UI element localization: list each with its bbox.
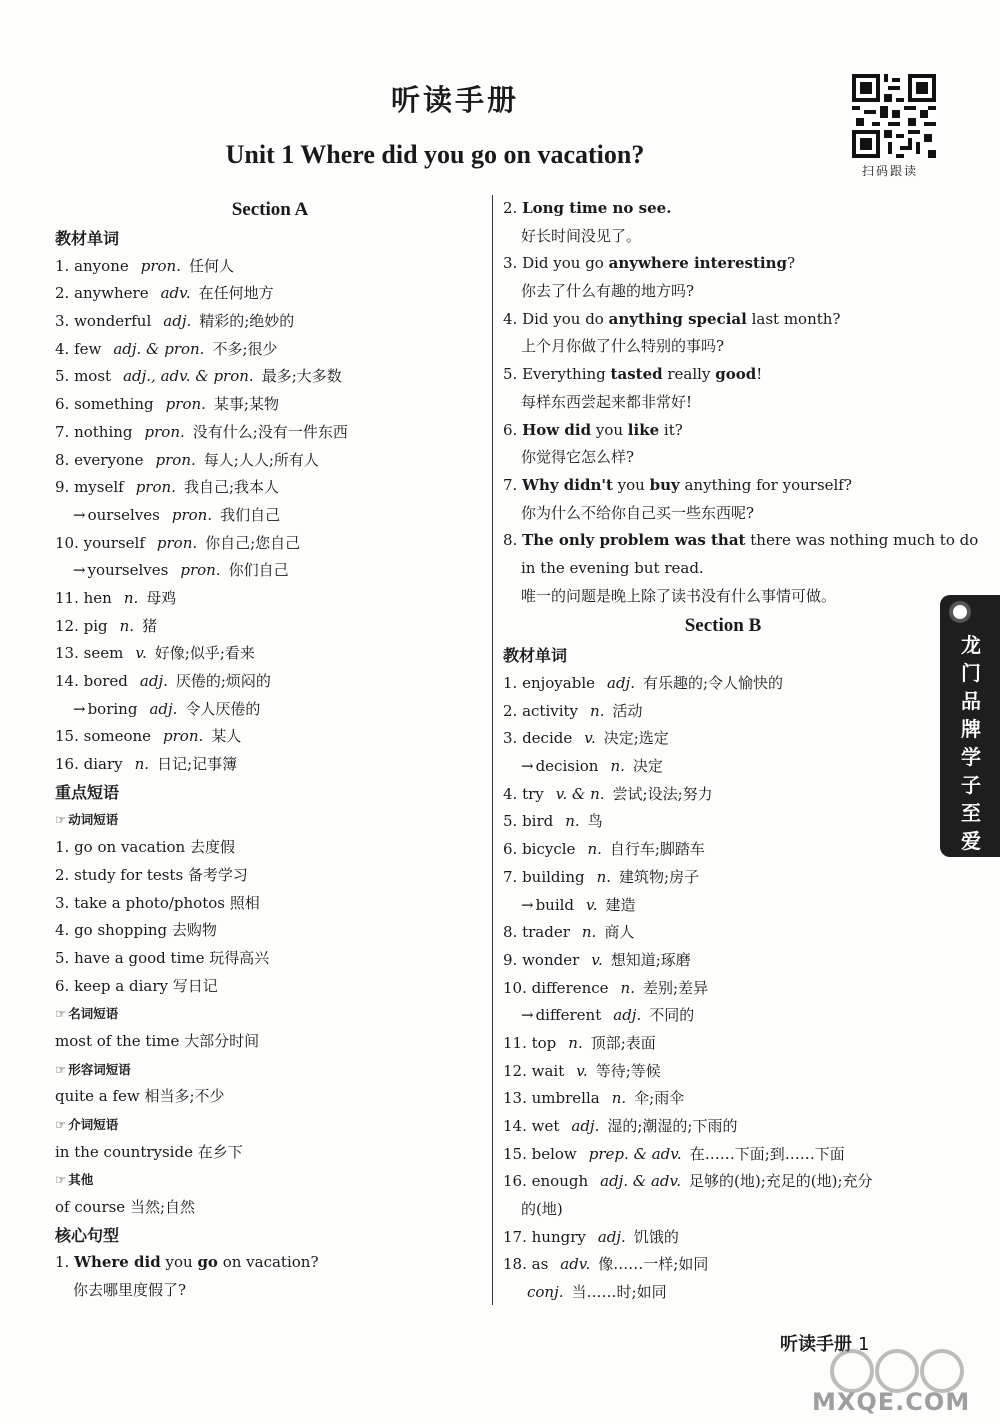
sentence-en: 2. Long time no see. [503, 199, 672, 217]
definition: 有乐趣的;令人愉快的 [642, 674, 784, 692]
vocab-item [55, 336, 485, 364]
part-of-speech: n. [568, 1033, 583, 1052]
verb-phrases-heading: ☞ 动词短语 [55, 812, 119, 828]
vocab-word: 14. wet [503, 1117, 560, 1135]
vocab-item [503, 753, 943, 781]
vocab-item [55, 751, 485, 779]
vocab-item [503, 1224, 943, 1252]
vocab-item [503, 836, 943, 864]
vocab-word: 10. difference [503, 978, 609, 997]
vocab-item [55, 474, 485, 502]
definition: 没有什么;没有一件东西 [192, 422, 348, 441]
vocab-word: 11. hen [55, 588, 112, 607]
section-b-title: Section B [684, 615, 762, 637]
part-of-speech: v. & n. [555, 784, 605, 803]
vocab-word: build [535, 895, 575, 914]
vocab-item [503, 975, 943, 1003]
definition: 商人 [604, 923, 635, 942]
vocab-word: yourselves [87, 561, 169, 580]
definition: 不多;很少 [212, 339, 278, 358]
vocab-word: 6. something [55, 395, 154, 414]
adj-phrase: quite a few 相当多;不少 [55, 1087, 225, 1106]
part-of-speech: adj. [613, 1006, 642, 1025]
part-of-speech: n. [119, 616, 135, 635]
vocab-item [55, 419, 485, 447]
sentence-en: 6. How did you like it? [503, 420, 683, 439]
vocab-word: 13. seem [55, 644, 124, 663]
sentence-en: 5. Everything tasted really good! [503, 365, 763, 384]
part-of-speech: v. [584, 729, 596, 748]
vocab-item [55, 613, 485, 641]
vocab-word: 17. hungry [503, 1227, 586, 1246]
vocab-item [55, 557, 485, 585]
circle-icon [949, 601, 971, 623]
vocab-heading-b: 教材单词 [503, 646, 568, 666]
vocab-word: 3. decide [503, 729, 573, 748]
vocab-item [55, 280, 485, 308]
part-of-speech: pron. [140, 256, 181, 275]
vocab-item [55, 530, 485, 558]
unit-title: Unit 1 Where did you go on vacation? [225, 140, 645, 169]
vocab-word: 15. someone [55, 727, 152, 746]
vocab-item [503, 781, 943, 809]
part-of-speech: adj. [607, 674, 635, 692]
part-of-speech: pron. [163, 727, 204, 746]
vocab-item [503, 892, 943, 920]
vocab-item [503, 947, 943, 975]
sentence-en: 3. Did you go anywhere interesting? [503, 254, 796, 273]
definition: 饥饿的 [633, 1227, 679, 1246]
sentence-cn: 每样东西尝起来都非常好! [521, 392, 693, 411]
phrase-item: 6. keep a diary 写日记 [55, 976, 218, 995]
vocab-word: 1. anyone [55, 256, 129, 275]
vocab-item [55, 308, 485, 336]
vocab-list-a [55, 253, 485, 779]
definition: 决定 [632, 757, 663, 776]
definition: 在……下面;到……下面 [689, 1144, 845, 1163]
hand-mark-icon: ☞ [55, 1061, 67, 1077]
vocab-item [503, 725, 943, 753]
left-column [55, 195, 485, 1305]
arrow-icon: → [521, 895, 534, 914]
sentence-cn: 你去了什么有趣的地方吗? [521, 282, 695, 301]
definition: 足够的(地);充足的(地);充分 [688, 1172, 873, 1191]
sentence-cn: 你觉得它怎么样? [521, 448, 635, 467]
sentence-cn: 好长时间没见了。 [521, 226, 642, 245]
vocab-item [503, 864, 943, 892]
vocab-word: 18. as [503, 1255, 549, 1274]
part-of-speech: n. [611, 1089, 627, 1108]
vocab-word: decision [535, 757, 599, 776]
vocab-item [503, 698, 943, 726]
part-of-speech: pron. [171, 505, 213, 524]
sentence-1-cn: 你去哪里度假了? [73, 1281, 187, 1300]
phrases-heading: 重点短语 [55, 782, 120, 802]
arrow-icon: → [73, 561, 86, 580]
phrase-item: 3. take a photo/photos 照相 [55, 893, 260, 912]
vocab-word: 9. wonder [503, 950, 580, 969]
side-tab [940, 595, 1000, 857]
vocab-item [55, 253, 485, 281]
vocab-word: 4. try [503, 784, 544, 803]
vocab-word: 8. everyone [55, 450, 144, 469]
page-title: 听读手册 [390, 83, 519, 117]
part-of-speech: adv. [160, 284, 191, 303]
part-of-speech: n. [620, 978, 635, 997]
part-of-speech: adj. [149, 699, 178, 718]
hand-mark-icon: ☞ [55, 1006, 67, 1022]
sentence-list [503, 195, 943, 527]
vocab-word: 6. bicycle [503, 840, 576, 859]
vocab-item [503, 919, 943, 947]
arrow-icon: → [73, 505, 86, 524]
vocab-word: 14. bored [55, 672, 128, 690]
vocab-item [503, 1002, 943, 1030]
definition: 我们自己 [220, 505, 281, 524]
prep-phrases-heading: ☞ 介词短语 [55, 1117, 119, 1132]
hand-mark-icon: ☞ [55, 1117, 67, 1132]
vocab-word: 3. wonderful [55, 312, 152, 331]
definition: 某事;某物 [213, 395, 279, 414]
vocab-word: 2. activity [503, 701, 579, 720]
part-of-speech: n. [587, 840, 602, 859]
vocab-word: 4. few [55, 339, 102, 358]
sentence-en: 7. Why didn't you buy anything for yourself? [503, 475, 852, 494]
definition: 湿的;潮湿的;下雨的 [607, 1117, 738, 1135]
definition: 想知道;琢磨 [610, 950, 691, 969]
vocab-word: 16. enough [503, 1172, 589, 1191]
vocab-item [503, 1030, 943, 1058]
vocab-word: 2. anywhere [55, 284, 149, 303]
sentence-8-cn: 唯一的问题是晚上除了读书没有什么事情可做。 [521, 586, 837, 605]
part-of-speech: adj. [163, 312, 192, 331]
vocab-item [503, 1279, 943, 1307]
phrase-item: 4. go shopping 去购物 [55, 921, 217, 940]
hand-mark-icon: ☞ [55, 812, 67, 828]
vocab-word: 12. wait [503, 1061, 565, 1080]
vocab-item [503, 1168, 943, 1196]
side-tab-line2: 学 子 至 爱 [961, 745, 981, 853]
vocab-item [503, 1251, 943, 1279]
vocab-word: 12. pig [55, 616, 108, 635]
part-of-speech: adj. & adv. [600, 1172, 681, 1191]
vocab-item [503, 1141, 943, 1169]
definition: 某人 [211, 727, 242, 746]
vocab-item [55, 585, 485, 613]
part-of-speech: adv. [560, 1255, 591, 1274]
vocab-item [503, 670, 943, 698]
page-number: 1 [858, 1334, 870, 1355]
vocab-word: 7. building [503, 867, 585, 886]
vocab-item [503, 808, 943, 836]
vocab-heading-a: 教材单词 [55, 229, 120, 248]
definition: 厌倦的;烦闷的 [175, 672, 271, 690]
vocab-item [55, 502, 485, 530]
phrase-item: 2. study for tests 备考学习 [55, 865, 248, 884]
vocab-item [503, 1058, 943, 1086]
part-of-speech: n. [590, 701, 605, 720]
definition: 伞;雨伞 [634, 1089, 685, 1108]
definition: 令人厌倦的 [185, 699, 261, 718]
part-of-speech: pron. [165, 395, 206, 414]
vocab-word: 7. nothing [55, 422, 133, 441]
part-of-speech: adj. [571, 1117, 600, 1135]
definition: 日记;记事簿 [157, 755, 238, 774]
vocab-item [503, 1113, 943, 1141]
qr-code[interactable] [852, 74, 936, 158]
vocab-word: 5. bird [503, 812, 554, 831]
enough-continued: 的(地) [521, 1200, 563, 1219]
part-of-speech: pron. [144, 422, 185, 441]
definition: 精彩的;绝妙的 [199, 312, 295, 331]
noun-phrases-heading: ☞ 名词短语 [55, 1006, 119, 1022]
definition: 活动 [612, 701, 643, 720]
definition: 母鸡 [146, 588, 177, 607]
part-of-speech: n. [581, 923, 597, 942]
part-of-speech: adj. [597, 1227, 626, 1246]
definition: 你们自己 [228, 561, 289, 580]
part-of-speech: n. [134, 755, 150, 774]
vocab-word: different [535, 1006, 602, 1025]
part-of-speech: n. [610, 757, 625, 776]
definition: 每人;人人;所有人 [203, 450, 319, 469]
part-of-speech: prep. & adv. [588, 1144, 682, 1163]
definition: 建筑物;房子 [619, 867, 700, 886]
sentence-en: 4. Did you do anything special last month? [503, 309, 841, 328]
definition: 像……一样;如同 [598, 1255, 709, 1274]
verb-phrase-list [55, 834, 485, 1000]
definition: 决定;选定 [603, 729, 669, 748]
part-of-speech: v. [576, 1061, 588, 1080]
part-of-speech: n. [596, 867, 612, 886]
definition: 尝试;设法;努力 [612, 784, 713, 803]
other-heading: ☞ 其他 [55, 1172, 94, 1188]
part-of-speech: conj. [527, 1283, 564, 1302]
part-of-speech: v. [135, 644, 147, 663]
vocab-word: 9. myself [55, 478, 124, 497]
vocab-item [55, 723, 485, 751]
phrase-item: 5. have a good time 玩得高兴 [55, 948, 270, 967]
definition: 建造 [605, 895, 636, 914]
part-of-speech: v. [586, 895, 598, 914]
definition: 最多;大多数 [261, 367, 342, 386]
hand-mark-icon: ☞ [55, 1172, 67, 1188]
definition: 鸟 [587, 812, 603, 831]
sentence-cn: 你为什么不给你自己买一些东西呢? [521, 503, 755, 522]
part-of-speech: n. [123, 588, 139, 607]
adj-phrases-heading: ☞ 形容词短语 [55, 1061, 131, 1077]
definition: 好像;似乎;看来 [154, 644, 255, 663]
sentence-8-en-line2: in the evening but read. [521, 558, 704, 577]
part-of-speech: pron. [180, 561, 221, 580]
definition: 我自己;我本人 [183, 478, 279, 497]
qr-caption: 扫码跟读 [862, 164, 919, 178]
part-of-speech: adj., adv. & pron. [123, 367, 254, 386]
definition: 不同的 [649, 1006, 695, 1025]
definition: 你自己;您自己 [205, 533, 301, 552]
part-of-speech: adj. & pron. [113, 339, 205, 358]
arrow-icon: → [521, 757, 534, 776]
footer-label: 听读手册 [780, 1334, 852, 1355]
definition: 在任何地方 [198, 284, 274, 303]
definition: 等待;等候 [595, 1061, 661, 1080]
arrow-icon: → [73, 699, 86, 718]
vocab-item [55, 363, 485, 391]
vocab-item [55, 668, 485, 696]
vocab-item [55, 640, 485, 668]
vocab-word: 5. most [55, 367, 112, 386]
definition: 猪 [142, 616, 158, 635]
vocab-word: ourselves [87, 505, 160, 524]
arrow-icon: → [521, 1006, 534, 1025]
part-of-speech: pron. [155, 450, 196, 469]
vocab-item [55, 391, 485, 419]
column-divider [492, 195, 493, 1305]
vocab-list-b [503, 670, 943, 1196]
part-of-speech: pron. [135, 478, 176, 497]
vocab-word: 1. enjoyable [503, 674, 595, 692]
definition: 差别;差异 [642, 978, 709, 997]
sentences-heading: 核心句型 [55, 1225, 120, 1245]
vocab-word: boring [87, 699, 138, 718]
vocab-word: 11. top [503, 1033, 557, 1052]
vocab-list-b-tail [503, 1224, 943, 1307]
vocab-item [55, 447, 485, 475]
vocab-item [55, 696, 485, 724]
definition: 任何人 [188, 256, 234, 275]
sentence-8-en-line1: 8. The only problem was that there was nothing much to do [503, 531, 979, 550]
side-tab-line1: 龙 门 品 牌 [961, 633, 981, 741]
vocab-word: 15. below [503, 1144, 577, 1163]
sentence-cn: 上个月你做了什么特别的事吗? [521, 337, 725, 356]
vocab-word: 10. yourself [55, 533, 145, 552]
vocab-word: 16. diary [55, 755, 123, 774]
watermark-text: MXQE.COM [812, 1388, 971, 1416]
definition: 顶部;表面 [590, 1033, 656, 1052]
definition: 自行车;脚踏车 [609, 840, 705, 859]
part-of-speech: pron. [156, 533, 198, 552]
phrase-item: 1. go on vacation 去度假 [55, 838, 235, 857]
definition: 当……时;如同 [571, 1283, 667, 1302]
part-of-speech: n. [565, 812, 580, 831]
vocab-word: 8. trader [503, 923, 570, 942]
vocab-item [503, 1085, 943, 1113]
vocab-word: 13. umbrella [503, 1089, 600, 1108]
prep-phrase: in the countryside 在乡下 [55, 1142, 243, 1161]
section-a-title: Section A [231, 199, 309, 220]
part-of-speech: adj. [139, 672, 168, 690]
other-phrase: of course 当然;自然 [55, 1198, 196, 1217]
part-of-speech: v. [591, 950, 603, 969]
sentence-1-en: 1. Where did you go on vacation? [55, 1253, 319, 1272]
noun-phrase: most of the time 大部分时间 [55, 1031, 260, 1050]
